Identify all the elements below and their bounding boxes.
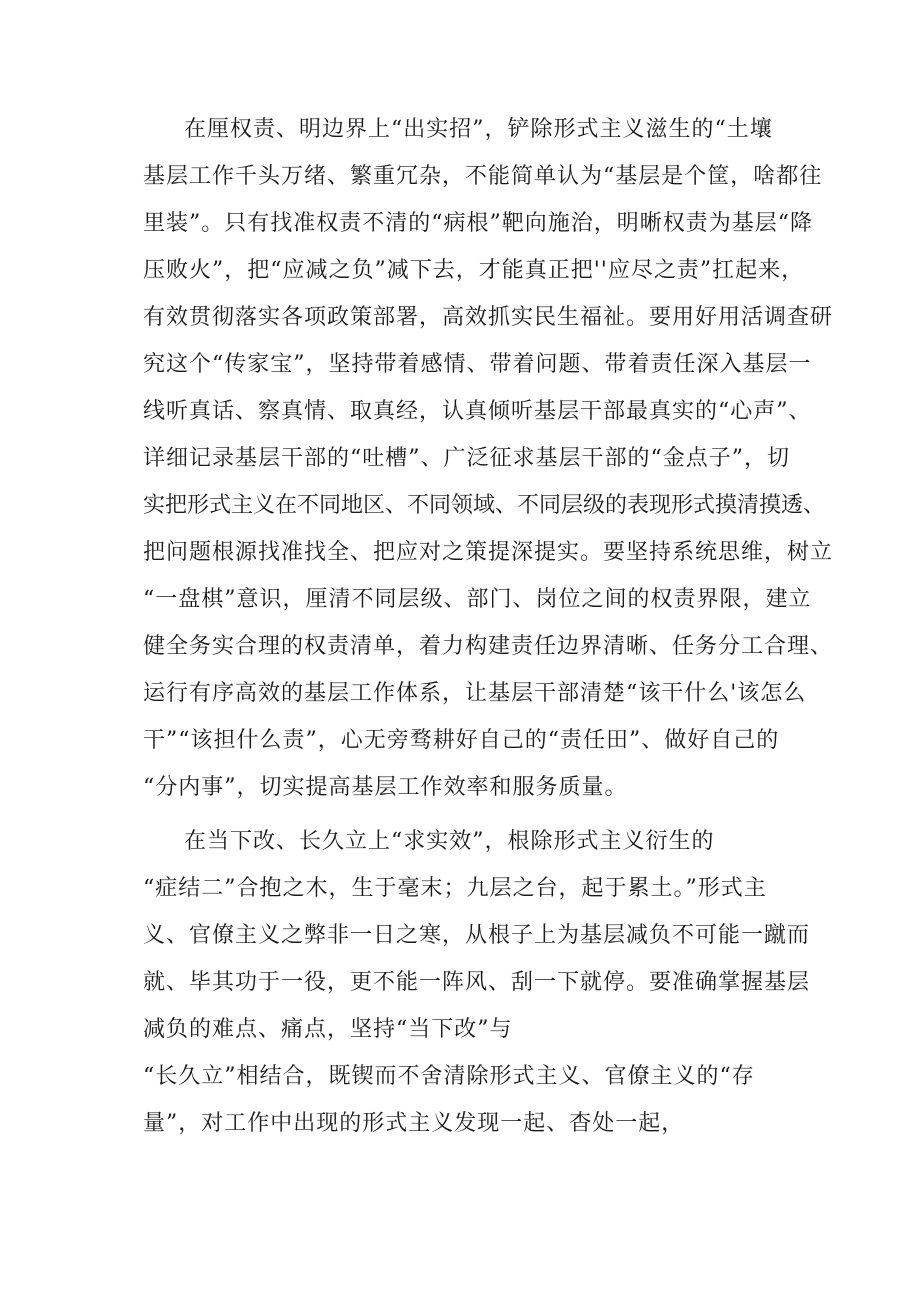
paragraph-1-line-10: 把问题根源找准找全、把应对之策提深提实。要坚持系统思维，树立 [143,540,834,565]
paragraph-1-line-14: 干”“该担什么责”，心无旁骛耕好自己的“责任田”、做好自己的 [143,728,780,753]
paragraph-1-line-11: “一盘棋”意识，厘清不同层级、部门、岗位之间的权责界限，建立 [143,587,812,612]
paragraph-2-line-2: “症结二”合抱之木，生于毫末；九层之台，起于累土。”形式主 [143,876,767,901]
paragraph-2-line-6: “长久立”相结合，既锲而不舍清除形式主义、官僚主义的“存 [143,1064,755,1089]
paragraph-1-line-2: 基层工作千头万绪、繁重冗杂，不能简单认为“基层是个筐，啥都往 [143,164,823,189]
paragraph-2-line-4: 就、毕其功于一役，更不能一阵风、刮一下就停。要准确掌握基层 [143,970,811,995]
paragraph-1-line-5: 有效贯彻落实各项政策部署，高效抓实民生福祉。要用好用活调查研 [143,305,834,330]
paragraph-1-line-7: 线听真话、察真情、取真经，认真倾听基层干部最真实的“心声”、 [143,399,812,424]
paragraph-1-line-9: 实把形式主义在不同地区、不同领域、不同层级的表现形式摸清摸透、 [143,493,826,518]
paragraph-1-line-8: 详细记录基层干部的“吐槽”、广泛征求基层干部的“金点子”，切 [143,446,790,471]
paragraph-1-line-1: 在厘权责、明边界上“出实招”，铲除形式主义滋生的“土壤 [184,117,773,142]
paragraph-1-line-3: 里装”。只有找准权责不清的“病根”靶向施治，明晰权责为基层“降 [143,211,813,236]
paragraph-2-line-3: 义、官僚主义之弊非一日之寒，从根子上为基层减负不可能一蹴而 [143,923,811,948]
paragraph-1-line-12: 健全务实合理的权责清单，着力构建责任边界清晰、任务分工合理、 [143,634,834,659]
paragraph-1-line-13: 运行有序高效的基层工作体系，让基层干部清楚“该干什么'该怎么 [143,681,807,706]
paragraph-1-line-4: 压败火”，把“应减之负”减下去，才能真正把''应尽之责”扛起来， [143,258,805,283]
paragraph-1-line-15: “分内事”，切实提高基层工作效率和服务质量。 [143,775,628,800]
paragraph-1-line-6: 究这个“传家宝”，坚持带着感情、带着问题、带着责任深入基层一 [143,352,812,377]
paragraph-2-line-5: 减负的难点、痛点，坚持“当下改”与 [143,1017,513,1042]
paragraph-2-line-1: 在当下改、长久立上“求实效”，根除形式主义衍生的 [184,829,715,854]
paragraph-2-line-7: 量”，对工作中出现的形式主义发现一起、杳处一起， [143,1111,685,1136]
